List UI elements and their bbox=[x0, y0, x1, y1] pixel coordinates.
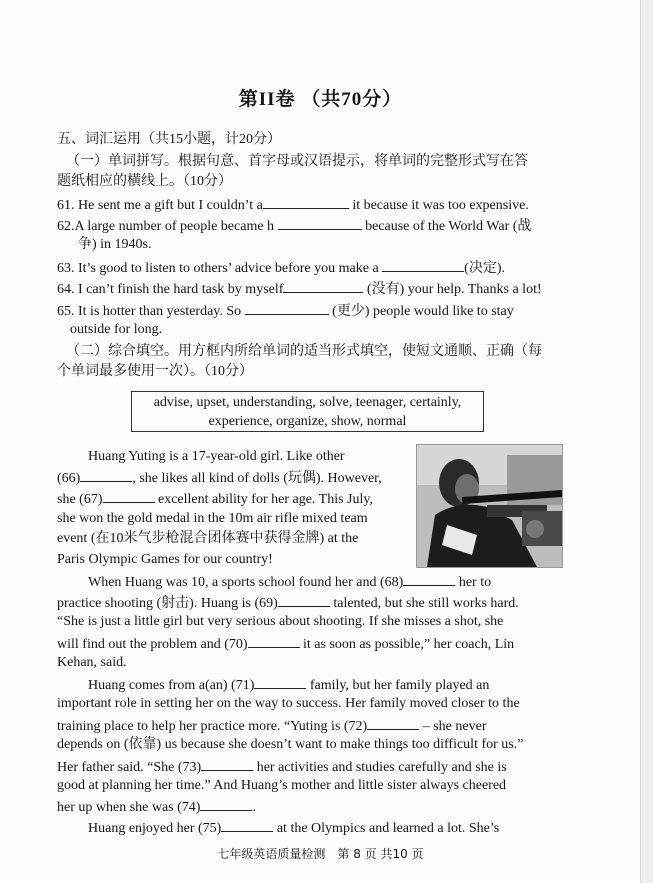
answer-blank-75[interactable] bbox=[221, 818, 273, 832]
question-61: 61. He sent me a gift but I couldn’t a it because it was too expensive. bbox=[57, 195, 529, 215]
question-62: 62.A large number of people became h because of the World War (战 bbox=[57, 216, 531, 236]
part1-instruction-line1: （一）单词拼写。根据句意、首字母或汉语提示，将单词的完整形式写在答 bbox=[66, 154, 528, 169]
word-box bbox=[131, 391, 484, 432]
p3-line2: important role in setting her on the way to success. Her family moved closer to the bbox=[57, 696, 520, 711]
p2-line3: “She is just a little girl but very serious about shooting. If she misses a shot, she bbox=[57, 614, 504, 629]
p3-line3: training place to help her practice more. “Yuting is (72) – she never bbox=[57, 716, 487, 736]
p1-line6: Paris Olympic Games for our country! bbox=[57, 552, 273, 567]
answer-blank-73[interactable] bbox=[201, 757, 253, 771]
p2-line1: When Huang was 10, a sports school found her and (68) her to bbox=[88, 572, 491, 592]
answer-blank-74[interactable] bbox=[200, 797, 252, 811]
p3-line5: Her father said. “She (73) her activities and studies carefully and she is bbox=[57, 757, 507, 777]
answer-blank-63[interactable] bbox=[382, 258, 464, 272]
answer-blank-61[interactable] bbox=[263, 195, 349, 209]
answer-blank-68[interactable] bbox=[403, 572, 455, 586]
answer-blank-71[interactable] bbox=[254, 675, 306, 689]
p2-line2: practice shooting (射击). Huang is (69) talented, but she still works hard. bbox=[57, 593, 519, 613]
question-63: 63. It’s good to listen to others’ advice before you make a (决定). bbox=[57, 258, 505, 278]
answer-blank-65[interactable] bbox=[245, 301, 329, 315]
answer-blank-64[interactable] bbox=[283, 279, 363, 293]
answer-blank-72[interactable] bbox=[367, 716, 419, 730]
page-footer: 七年级英语质量检测 第 8 页 共10 页 bbox=[217, 847, 424, 861]
p1-line1: Huang Yuting is a 17-year-old girl. Like other bbox=[88, 449, 345, 464]
word-box-line1: advise, upset, understanding, solve, teenager, certainly, bbox=[153, 395, 462, 410]
p3-line4: depends on (依靠) us because she doesn’t want to make things too difficult for us.” bbox=[57, 737, 524, 752]
athlete-photo bbox=[416, 444, 563, 568]
p1-line4: she won the gold medal in the 10m air rifle mixed team bbox=[57, 511, 368, 526]
p3-line7: her up when she was (74) . bbox=[57, 797, 256, 817]
part1-instruction-line2: 题纸相应的横线上。（10分） bbox=[57, 174, 232, 189]
answer-blank-70[interactable] bbox=[248, 634, 300, 648]
answer-blank-69[interactable] bbox=[278, 593, 330, 607]
part2-instruction-line2: 个单词最多使用一次）。（10分） bbox=[57, 364, 253, 379]
word-box-line2: experience, organize, show, normal bbox=[208, 414, 407, 429]
p3-line6: good at planning her time.” And Huang’s mother and little sister always cheered bbox=[57, 778, 507, 793]
question-62-continued: 争) in 1940s. bbox=[78, 237, 152, 252]
question-64: 64. I can’t finish the hard task by myself (没有) your help. Thanks a lot! bbox=[57, 279, 542, 299]
answer-blank-62[interactable] bbox=[278, 216, 362, 230]
p4-line1: Huang enjoyed her (75) at the Olympics and learned a lot. She’s bbox=[88, 818, 499, 838]
answer-blank-66[interactable] bbox=[80, 468, 132, 482]
p1-line2: (66) , she likes all kind of dolls (玩偶). However, bbox=[57, 468, 382, 488]
p2-line4: will find out the problem and (70) it as soon as possible,” her coach, Lin bbox=[57, 634, 514, 654]
p1-line3: she (67) excellent ability for her age. This July, bbox=[57, 489, 373, 509]
question-65: 65. It is hotter than yesterday. So (更少) people would like to stay bbox=[57, 301, 514, 321]
p1-line5: event (在10米气步枪混合团体赛中获得金牌) at the bbox=[57, 531, 359, 546]
page-edge-shadow bbox=[640, 0, 653, 883]
page-title: 第II卷 （共70分） bbox=[238, 89, 403, 110]
part2-instruction-line1: （二）综合填空。用方框内所给单词的适当形式填空，使短文通顺、正确（每 bbox=[66, 344, 542, 359]
answer-blank-67[interactable] bbox=[103, 489, 155, 503]
section-heading: 五、词汇运用（共15小题，计20分） bbox=[57, 132, 281, 147]
p3-line1: Huang comes from a(an) (71) family, but her family played an bbox=[88, 675, 489, 695]
p2-line5: Kehan, said. bbox=[57, 655, 127, 670]
question-65-continued: outside for long. bbox=[70, 322, 163, 337]
